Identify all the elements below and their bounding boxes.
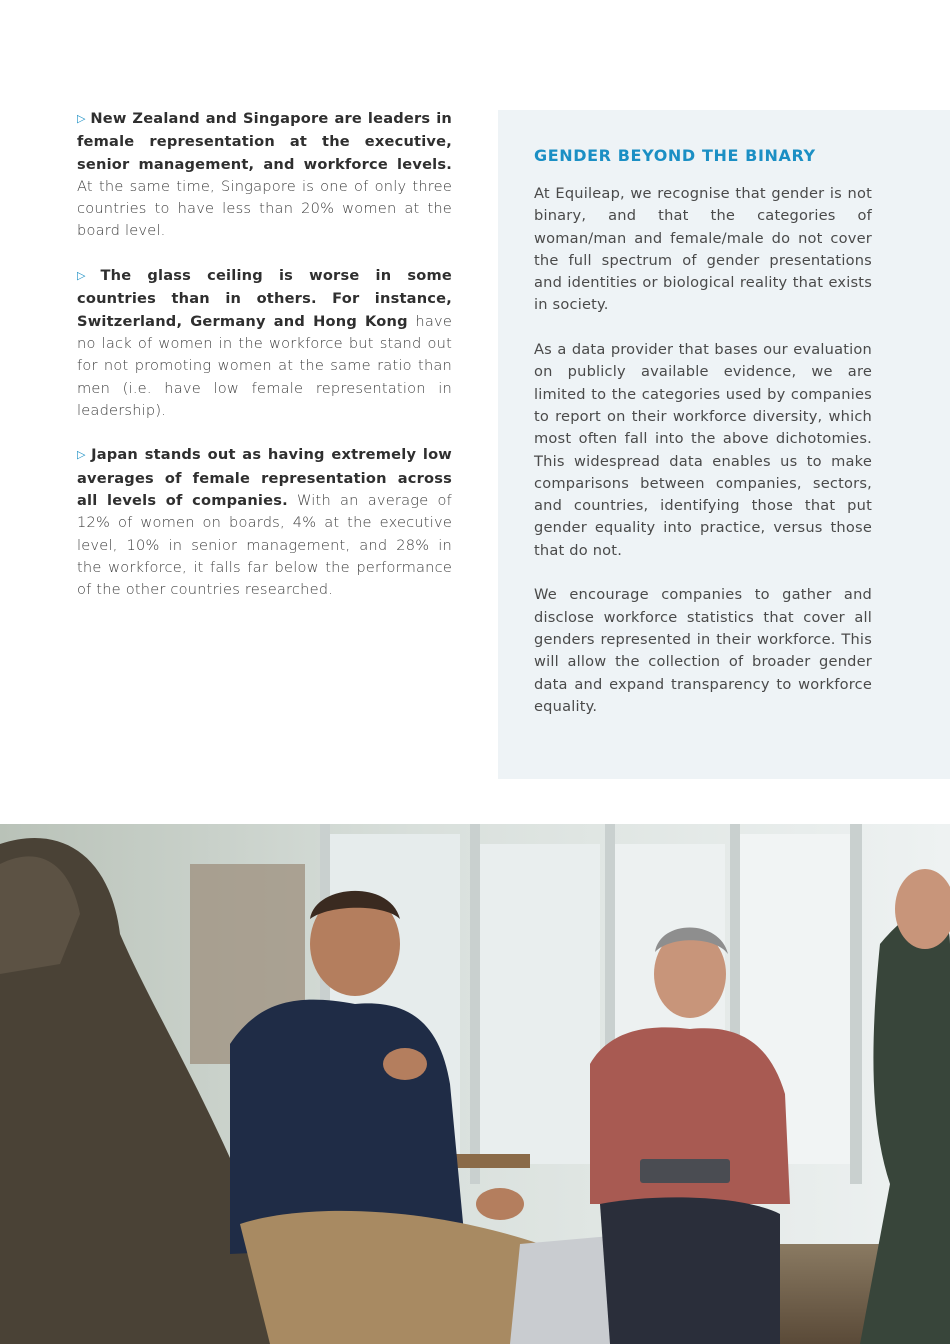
- sidebar-body: [534, 183, 872, 740]
- meeting-photo: [0, 824, 950, 1344]
- window-frame: [470, 824, 480, 1184]
- bullet-body: At the same time, Singapore is one of only three countries to have less than 20% women at the board level.: [77, 177, 452, 240]
- window-frame: [850, 824, 862, 1184]
- meeting-photo-illustration: [0, 824, 950, 1344]
- man-hand: [476, 1188, 524, 1220]
- bullet-lead: Japan stands out as having extremely low averages of female representation across all levels of companies.: [77, 446, 452, 510]
- gender-sidebar: [498, 110, 950, 779]
- sidebar-paragraph: At Equileap, we recognise that gender is not binary, and that the categories of woman/man and female/male do not cover the full spectrum of gender presentations and identities or biological reality that exists in society.: [534, 185, 872, 314]
- bullet-body: With an average of 12% of women on boards, 4% at the executive level, 10% in senior management, and 28% in the workforce, it falls far below the performance of the other countries researched.: [77, 492, 452, 599]
- bullet-1: [77, 108, 452, 243]
- triangle-bullet-icon: ▷: [77, 448, 88, 462]
- triangle-bullet-icon: ▷: [77, 269, 97, 283]
- left-column: [77, 108, 452, 624]
- bullet-body: have no lack of women in the workforce but stand out for not promoting women at the same ratio than men (i.e. have low female representation in leadership).: [77, 312, 452, 419]
- bullet-2: [77, 265, 452, 422]
- triangle-bullet-icon: ▷: [77, 112, 87, 125]
- sidebar-title: GENDER BEYOND THE BINARY: [534, 146, 816, 165]
- sidebar-paragraph: As a data provider that bases our evaluation on publicly available evidence, we are limited to the categories used by companies to report on their workforce diversity, which most often fall into the above dichotomies. This widespread data enables us to make comparisons between companies, sectors, and countries, identifying those that put gender equality into practice, versus those that do not.: [534, 341, 872, 559]
- sidebar-paragraph: We encourage companies to gather and disclose workforce statistics that cover all genders represented in their workforce. This will allow the collection of broader gender data and expand transparency to workforce equality.: [534, 586, 872, 715]
- woman-trousers: [600, 1197, 780, 1344]
- window-pane: [480, 844, 600, 1164]
- bullet-lead: The glass ceiling is worse in some countries than in others. For instance, Switzerland, Germany and Hong Kong: [77, 267, 452, 330]
- man-hand: [383, 1048, 427, 1080]
- bullet-lead: New Zealand and Singapore are leaders in female representation at the executive, senior management, and workforce levels.: [77, 110, 452, 173]
- tablet: [640, 1159, 730, 1183]
- bullet-3: [77, 444, 452, 601]
